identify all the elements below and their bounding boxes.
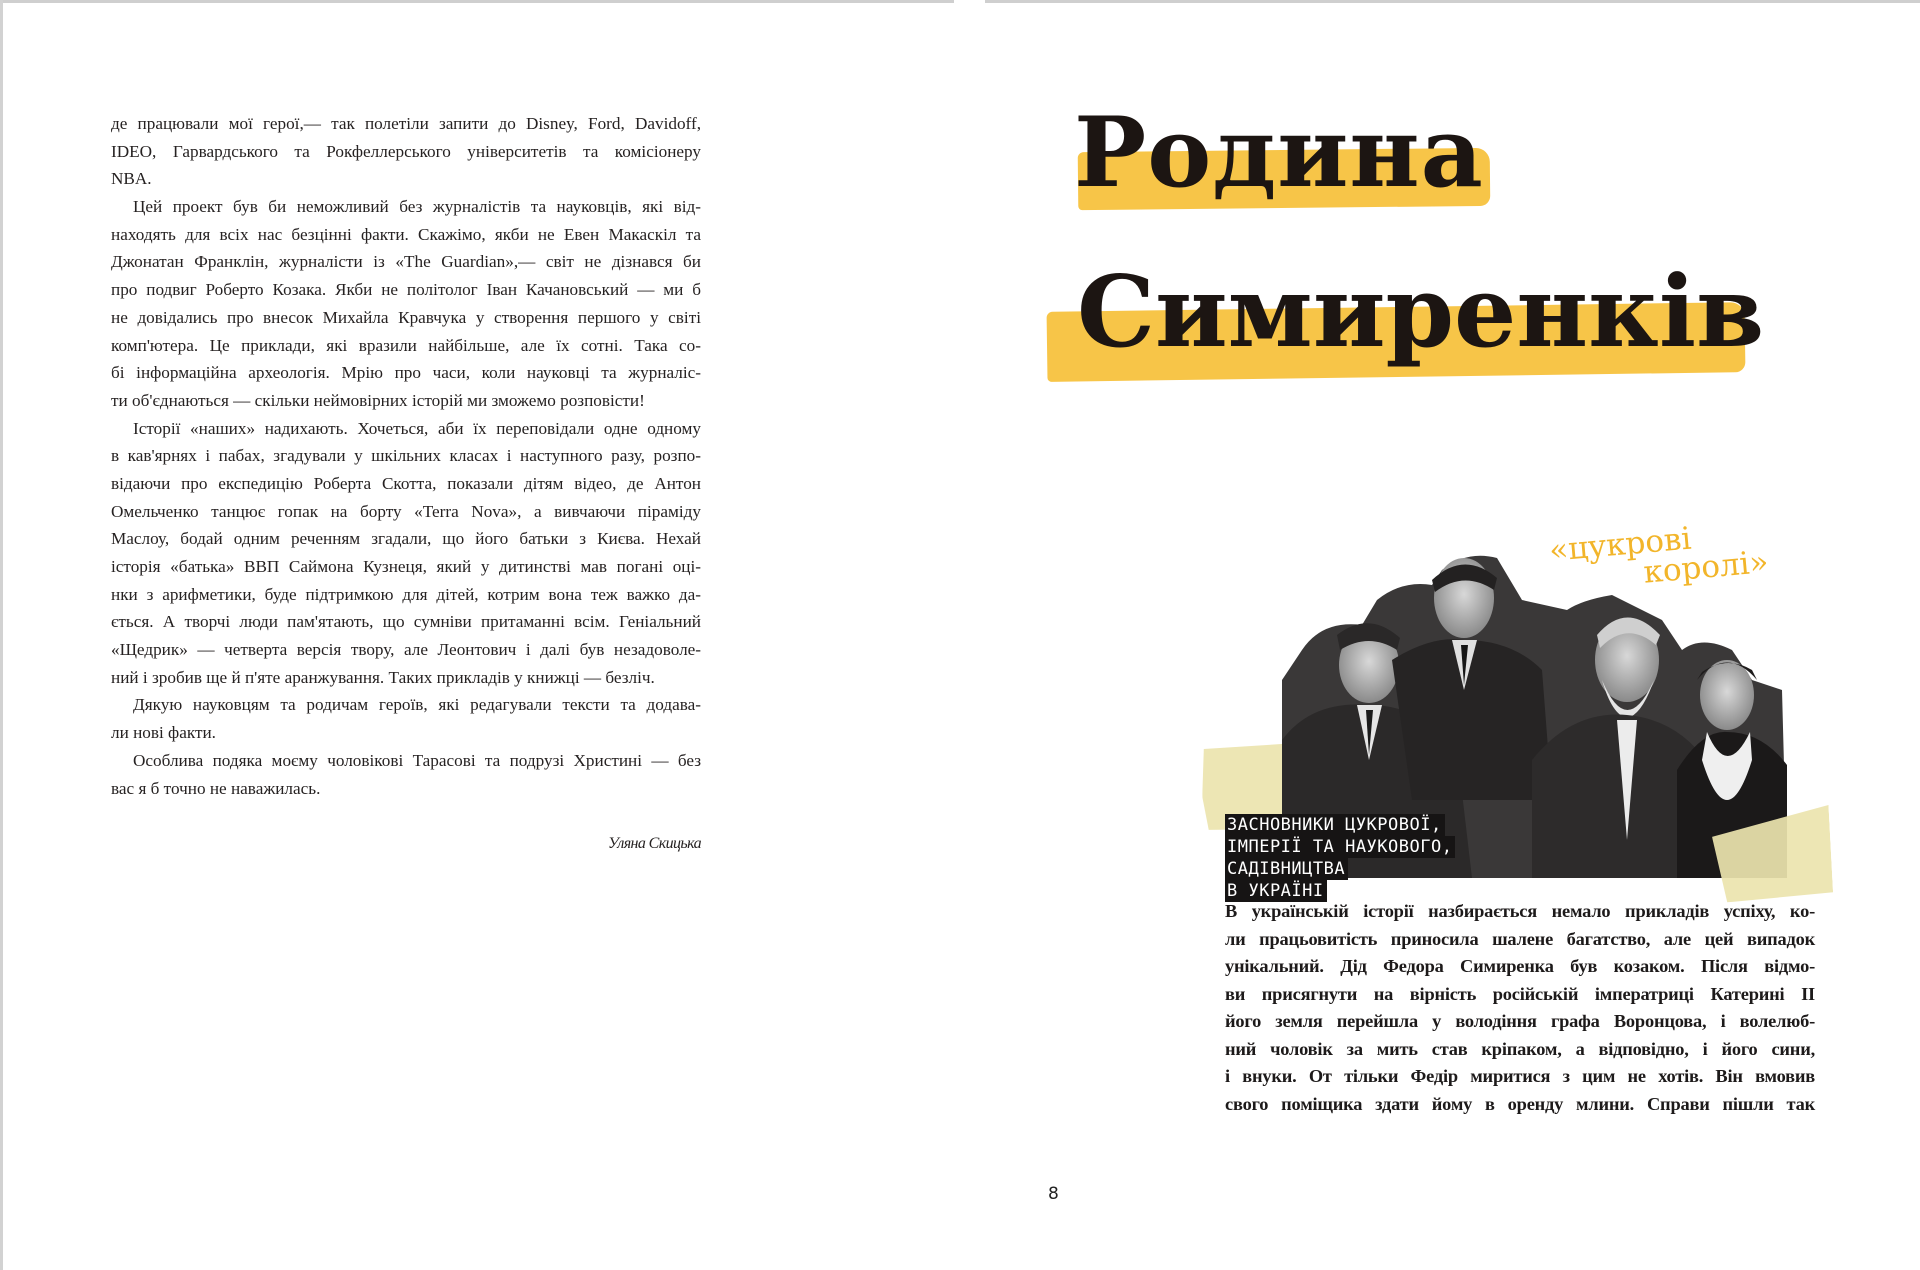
text-line: Дякую науковцям та родичам героїв, які редагували тексти та додава- (133, 695, 701, 715)
left-page-text (111, 110, 701, 802)
body-line: свого поміщика здати йому в оренду млини. Справи пішли так (1225, 1093, 1815, 1114)
text-line: ли нові факти. (111, 723, 216, 743)
photo-caption (1225, 814, 1455, 902)
text-line: не довідались про внесок Михайла Кравчука у створення першого у світі (111, 307, 701, 327)
text-line: Цей проект був би неможливий без журналістів та науковців, які від- (133, 197, 701, 217)
chapter-title-line-1: Родина (1074, 96, 1484, 209)
body-line: В українській історії назбирається немало прикладів успіху, ко- (1225, 901, 1815, 921)
page-edge-top-left (0, 0, 954, 3)
text-line: Особлива подяка моєму чоловікові Тарасові та подрузі Христині — без (133, 750, 701, 770)
text-line: бі інформаційна археологія. Мрію про часи, коли науковці та журналіс- (111, 363, 701, 383)
text-line: про подвиг Роберто Козака. Якби не політолог Іван Качановський — ми б (111, 280, 701, 300)
right-page-body (1225, 898, 1815, 1118)
text-line: нки з арифметики, буде підтримкою для дітей, котрим вона теж важко да- (111, 584, 701, 604)
pull-quote-line-2: королі» (1642, 543, 1770, 591)
text-line: ний і зробив ще й п'яте аранжування. Таких прикладів у книжці — безліч. (111, 667, 655, 687)
text-line: ється. А творчі люди пам'ятають, що сумніви притаманні всім. Геніальний (111, 612, 701, 632)
text-line: історія «батька» ВВП Саймона Кузнеця, який у дитинстві мав погані оці- (111, 557, 701, 576)
photo-caption-line: ЗАСНОВНИКИ ЦУКРОВОЇ, (1225, 814, 1445, 836)
text-line: NBA. (111, 169, 152, 189)
body-line: унікальний. Дід Федора Симиренка був козаком. Після відмо- (1225, 956, 1815, 976)
text-line: відаючи про експедицію Роберта Скотта, показали дітям відео, де Антон (111, 473, 701, 493)
text-line: находять для всіх нас безцінні факти. Скажімо, якби не Евен Макаскіл та (111, 224, 701, 244)
body-line: ви присягнути на вірність російській імператриці Катерині II (1225, 983, 1815, 1004)
body-line: ний чоловік за мить став кріпаком, а відповідно, і його сини, (1225, 1038, 1815, 1059)
text-line: IDEO, Гарвардського та Рокфеллерського університетів та комісіонеру (111, 141, 701, 161)
text-line: Джонатан Франклін, журналісти із «The Guardian»,— світ не дізнався би (111, 252, 701, 272)
photo-caption-line: ІМПЕРІЇ ТА НАУКОВОГО, (1225, 836, 1455, 858)
chapter-title-line-2: Симиренків (1077, 255, 1765, 370)
body-line: його земля перейшла у володіння графа Воронцова, і волелюб- (1225, 1011, 1815, 1031)
body-line: і внуки. От тільки Федір миритися з цим не хотів. Він вмовив (1225, 1066, 1815, 1086)
page-number: 8 (1048, 1184, 1059, 1204)
page-edge-top-right (985, 0, 1920, 3)
pull-quote-line-1: «цукрові (1547, 520, 1693, 569)
text-line: комп'ютера. Це приклади, які вразили найбільше, але їх сотні. Така со- (111, 335, 701, 355)
text-line: Омельченко танцює гопак на борту «Terra Nova», а вивчаючи піраміду (111, 501, 701, 521)
photo-caption-line: САДІВНИЦТВА (1225, 858, 1348, 880)
body-line: ли працьовитість приносила шалене багатство, але цей випадок (1225, 928, 1815, 949)
page-edge-left (0, 0, 3, 1270)
text-line: де працювали мої герої,— так полетіли запити до Disney, Ford, Davidoff, (111, 114, 701, 133)
text-line: ти об'єднаються — скільки неймовірних історій ми зможемо розповісти! (111, 390, 645, 410)
text-line: Історії «наших» надихають. Хочеться, аби їх переповідали одне одному (133, 418, 701, 438)
text-line: вас я б точно не наважилась. (111, 778, 321, 798)
text-line: Маслоу, бодай одним реченням згадали, що його батьки з Києва. Нехай (111, 529, 701, 549)
author-signature: Уляна Скицька (607, 835, 701, 852)
text-line: в кав'ярнях і пабах, згадували у шкільних класах і наступного разу, розпо- (111, 446, 701, 466)
text-line: «Щедрик» — четверта версія твору, але Леонтович і далі був незадоволе- (111, 640, 701, 660)
photo-caption-line: В УКРАЇНІ (1225, 880, 1327, 902)
